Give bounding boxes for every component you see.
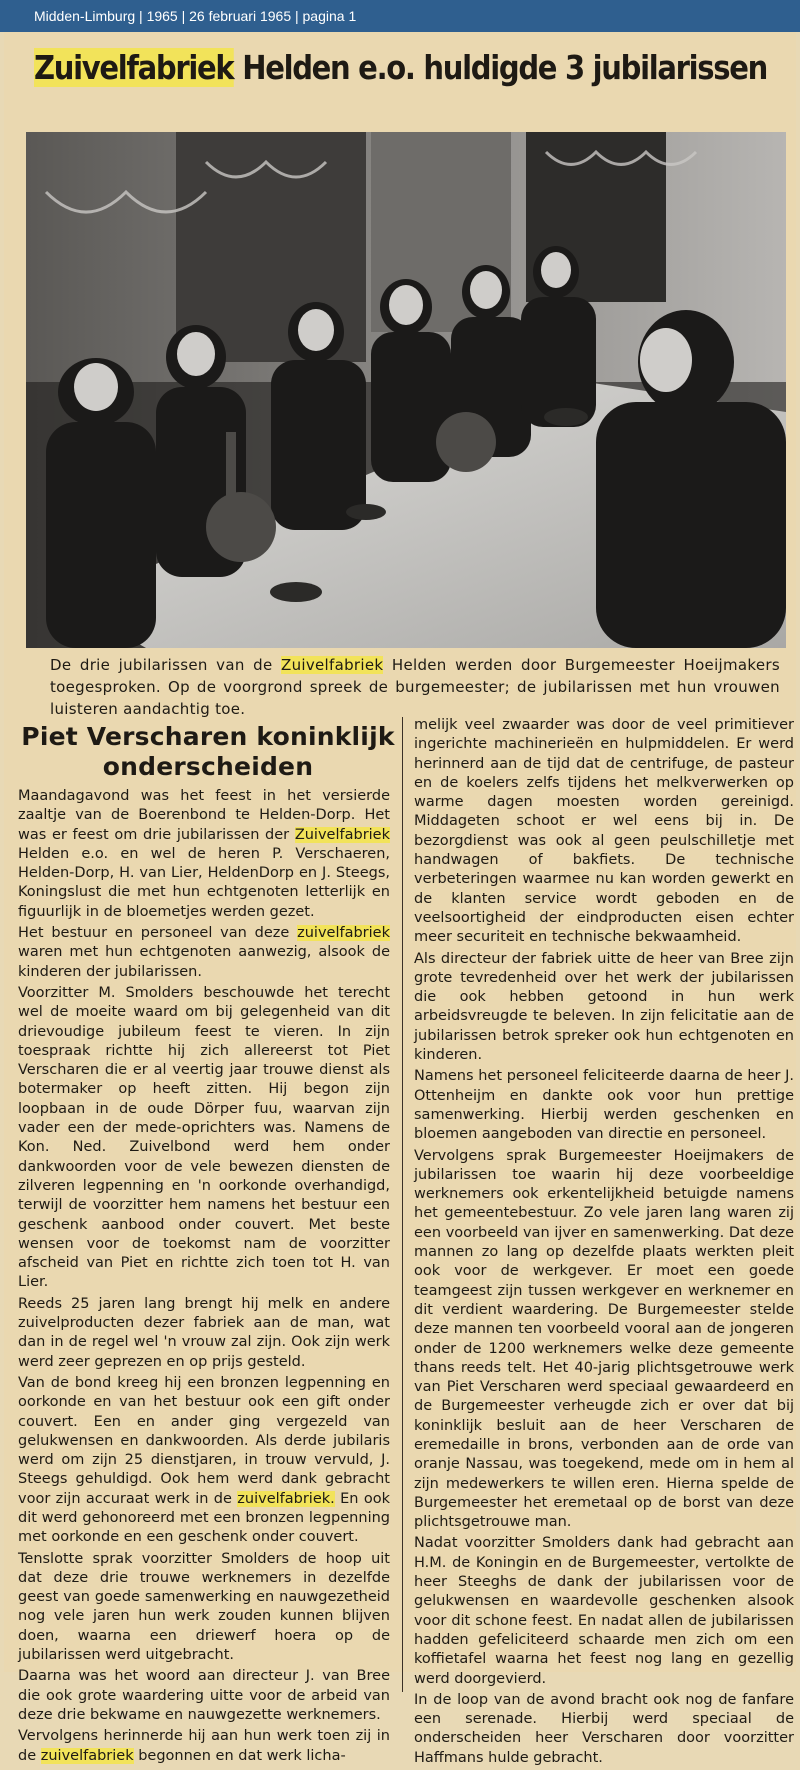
search-highlight: zuivelfabriek — [40, 1747, 134, 1764]
paragraph: melijk veel zwaarder was door de veel primitiever ingerichte machinerieën en hulpmiddelen. Er werd herinnerd aan de tijd dat de centrifuge, de pasteur en de koelers zelfs tijdens het melkverwerken op warme dagen moesten worden gereinigd. Middageten schoot er wel eens bij in. De bezorgdienst was ook al geen peulschilletje met handwagen of bakfiets. De technische verbeteringen waarmee nu kan worden gewerkt en de klanten service wordt geboden en de veelsoortigheid der eindproducten eisen echter meer securiteit en technische bekwaamheid. — [414, 717, 794, 946]
paragraph: Tenslotte sprak voorzitter Smolders de hoop uit dat deze drie trouwe werknemers in dezelfde geest van goede samenwerking en nauwgezetheid nog vele jaren hun werk zouden kunnen blijven doen, waarna een driewerf hoera op de jubilarissen werd uitgebracht. — [18, 1550, 390, 1664]
article-headline — [34, 42, 767, 92]
headline-highlight: Zuivelfabriek — [34, 47, 234, 87]
headline-text: Helden e.o. huldigde 3 jubilarissen — [233, 47, 767, 87]
paragraph: Het bestuur en personeel van deze zuivelfabriek waren met hun echtgenoten aanwezig, alsook de kinderen der jubilarissen. — [18, 925, 390, 980]
paragraph: Als directeur der fabriek uitte de heer van Bree zijn grote tevredenheid over het werk der jubilarissen die ook hebben getoond in hun werk arbeidsvreugde te beleven. In zijn felicitatie aan de jubilarissen betrok spreker ook hun echtgenoten en kinderen. — [414, 950, 794, 1064]
paragraph: Van de bond kreeg hij een bronzen legpenning en oorkonde en van het bestuur ook een gift onder couvert. Een en ander ging vergezeld van gelukwensen en dankwoorden. Als derde jubilaris werd om zijn 25 dienstjaren, in trouw vervuld, J. Steegs gehuldigd. Ook hem werd dank gebracht voor zijn accuraat werk in de zuivelfabriek. En ook dit werd gehonoreerd met een bronzen legpenning met oorkonde en een geschenk onder couvert. — [18, 1374, 390, 1546]
caption-text-end: Helden werden door Burgemeester Hoeijmakers toegesproken. Op de voorgrond spreek de burgemeester; de jubilarissen met hun vrouwen luisteren aandachtig toe. — [50, 656, 780, 718]
column-divider — [402, 717, 403, 1692]
caption-text-start: De drie jubilarissen van de — [50, 656, 281, 674]
article-subheading: Piet Verscharen koninklijk onderscheiden — [21, 722, 395, 781]
jubilee-photo — [26, 132, 786, 648]
paragraph: Voorzitter M. Smolders beschouwde het terecht wel de moeite waard om bij gelegenheid van dit drievoudige jubileum feest te vieren. In zijn toespraak richtte hij zich allereerst tot Piet Verscharen die er al veertig jaar trouwe dienst als botermaker op heeft zitten. Hij begon zijn loopbaan in de oude Dörper fuu, waarvan zijn vader een der mede-oprichters was. Namens de Kon. Ned. Zuivelbond werd hem onder dankwoorden voor de vele bewezen diensten de zilveren legpenning en 'n oorkonde overhandigd, terwijl de voorzitter hem namens het bestuur een geschenk aanbood onder couvert. Met beste wensen voor de toekomst nam de voorzitter afscheid van Piet en richtte zich toen tot H. van Lier. — [18, 984, 390, 1291]
paragraph: Namens het personeel feliciteerde daarna de heer J. Ottenheijm en dankte ook voor hun prettige samenwerking. Hierbij werden geschenken en bloemen aangeboden van directie en personeel. — [414, 1068, 794, 1143]
paragraph: Maandagavond was het feest in het versierde zaaltje van de Boerenbond te Helden-Dorp. Het was er feest om drie jubilarissen der Zuivelfabriek Helden e.o. en wel de heren P. Verschaeren, Helden-Dorp, H. van Lier, HeldenDorp en J. Steegs, Koningslust die met hun echtgenoten letterlijk en figuurlijk in de bloemetjes werden gezet. — [18, 788, 390, 920]
caption-highlight: Zuivelfabriek — [281, 656, 384, 674]
search-highlight: zuivelfabriek. — [237, 1490, 335, 1507]
article-column-left — [18, 787, 390, 1768]
photo-caption — [50, 654, 780, 720]
paragraph: Vervolgens herinnerde hij aan hun werk toen zij in de zuivelfabriek begonnen en dat werk licha- — [18, 1728, 390, 1764]
article-column-right — [414, 716, 794, 1770]
paragraph: Vervolgens sprak Burgemeester Hoeijmakers de jubilarissen toe waarin hij deze voorbeeldige werknemers ook erkentelijkheid betuigde namens het gemeentebestuur. Zo vele jaren lang waren zij een voorbeeld van ijver en samenwerking. Dat deze mannen zo lang op dezelfde plaats werkten pleit ook voor de werkgever. Er moet een goede teamgeest zijn tussen werkgever en werknemer en dit verdient waardering. De Burgemeester stelde deze mannen ten voorbeeld vooral aan de jongeren onder de 1200 werknemers welke deze gemeente thans reeds telt. Het 40-jarig plichtsgetrouwe werk van Piet Verscharen werd speciaal gewaardeerd en de Burgemeester verheugde zich er over dat bij koninklijk besluit aan de heer Verscharen de eremedaille in brons, verbonden aan de orde van oranje Nassau, was toegekend, mede om in hem al zijn medewerkers te willen eren. Hierna spelde de Burgemeester het eremetaal op de borst van deze plichtsgetrouwe man. — [414, 1147, 794, 1531]
paragraph: Nadat voorzitter Smolders dank had gebracht aan H.M. de Koningin en de Burgemeester, vertolkte de heer Steeghs de dank der jubilarissen voor de gelukwensen en waardevolle geschenken alsook voor dit schone feest. En nadat allen de jubilarissen hadden gefeliciteerd schaarde men zich om een koffietafel waarna het feest nog lang en gezellig werd doorgevierd. — [414, 1535, 794, 1687]
search-highlight: zuivelfabriek — [297, 925, 390, 942]
photo-illustration — [26, 132, 786, 648]
paragraph: In de loop van de avond bracht ook nog de fanfare een serenade. Hierbij werd speciaal de onderscheiden heer Verscharen door voorzitter Haffmans hulde gebracht. — [414, 1691, 794, 1766]
newspaper-page — [4, 32, 796, 1766]
newspaper-header-bar — [0, 0, 800, 32]
paragraph: Reeds 25 jaren lang brengt hij melk en andere zuivelproducten dezer fabriek aan de man, wat dan in de regel wel 'n vrouw zal zijn. Ook zijn werk werd zeer geprezen en op prijs gesteld. — [18, 1295, 390, 1370]
search-highlight: Zuivelfabriek — [294, 826, 390, 843]
publication-breadcrumb: Midden-Limburg | 1965 | 26 februari 1965 | pagina 1 — [34, 8, 357, 24]
paragraph: Daarna was het woord aan directeur J. van Bree die ook grote waardering uitte voor de arbeid van deze drie bekwame en nauwgezette werknemers. — [18, 1668, 390, 1723]
